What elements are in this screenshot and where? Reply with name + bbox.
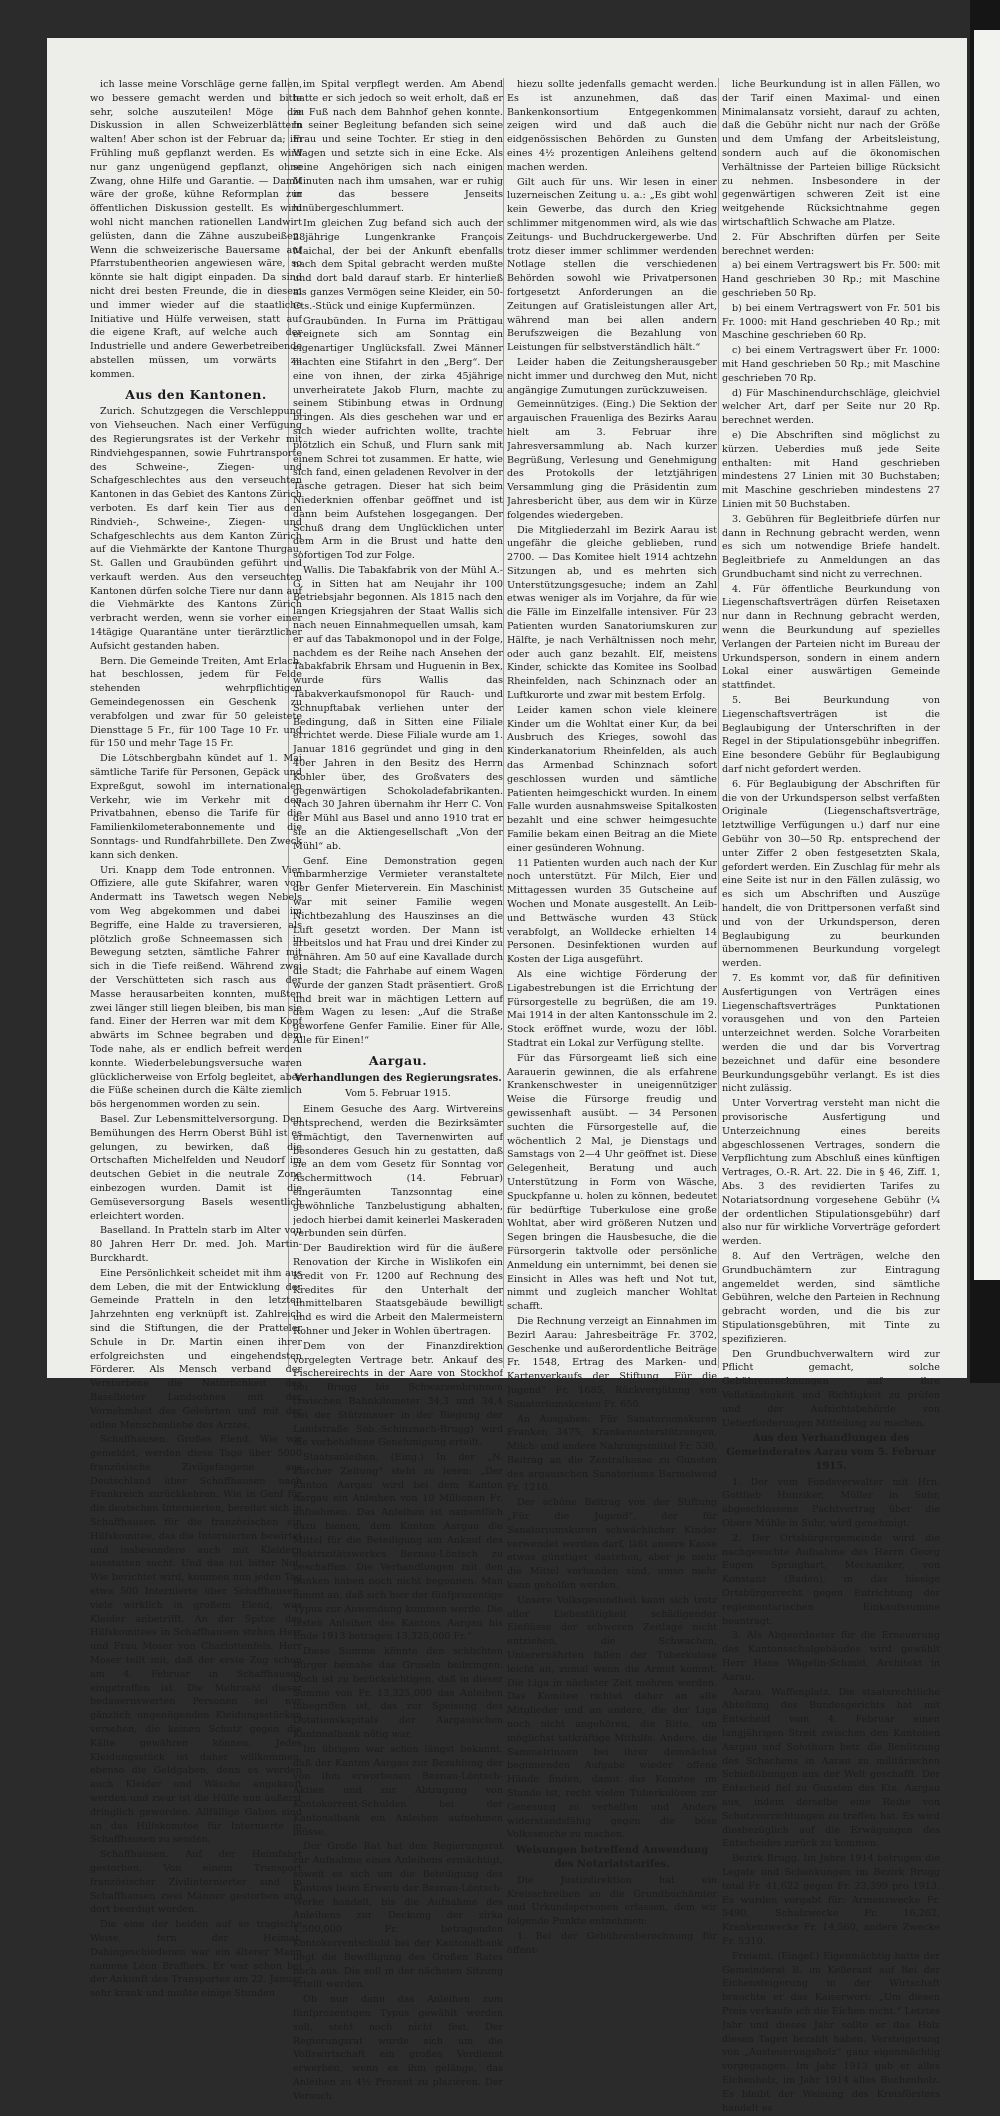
section-heading: Aus den Kantonen. (125, 386, 267, 402)
section-heading: Aargau. (368, 1052, 428, 1068)
article-schaffhausen: Schaffhausen. Großes Elend. Wie wir gemeldet, werden diese Tage über 5000 französische Zivilgefangene aus Deutschland über Schaffhausen nach Frankreich zurückkehren. Wie in Genf für die deutschen Internierten, bereitet sich in Schaffhausen für die französischen ein Hilfskomitee, das die Internierten bewirtet und insbesondere auch mit Kleidern ausstatten sucht. Und das tut bitter Not. Wie berichtet wird, kommen nun jeden Tag etwa 500 Internierte über Schaffhausen, viele wirklich in großem Elend, was Kleider anbetrifft. An der Spitze des Hilfskomitees in Schaffhausen stehen Herr und Frau Moser von Charlottenfels. Herr Moser teilt mit, daß der erste Zug schon am 4. Februar in Schaffhausen eingetroffen ist. Die Mehrzahl dieser bedauernswerten Personen sei nur gänzlich ungenügenden Kleidungsstücken versehen, die keinen Schutz gegen die Kälte gewähren können. Jedes Kleidungsstück ist daher willkommen, ebenso die Geldgaben, denn es werden auch Kleider und Wäsche angekauft werden und zwar ist die Hülfe nun äußerst dringlich geworden. Allfällige Gaben sind an das Hilfskomitee für Internierte in Schaffhausen zu senden. (90, 1434, 302, 1846)
column-2 (293, 78, 503, 2105)
article-paragraph: Der Große Rat hat den Regierungsrat zur Aufnahme eines Anleihens ermächtigt, soweit es sich um die Beteiligung des Kantons beim Erwerb der Beznau-Löntsch-Werke handelt, bis die Aufnahme des Anleihens zur Deckung der zirka 1,500,000 Fr. betragenden Kontokorrentschuld bei der Kantonalbank liegt die Bewilligung des Großen Rates noch aus. Die soll in der nächsten Sitzung erteilt werden. (293, 1841, 503, 1991)
article-aarau: Aarau. Waffenplatz. Die staatsrechtliche Abteilung des Bundesgerichts hat mit Entscheid vom 4. Februar einen langjährigen Streit zwischen den Kantonen Aargau und Solothurn betr. die Benützung des Schachens in Aarau zu militärischen Schießübungen aus der Welt geschafft. Der Entscheid fiel zu Gunsten des Kts. Aargau aus, indem derselbe eine Reihe von Schutzvorrichtungen zu treffen hat. Es wird diesbezüglich auf die Erwägungen des Entscheides zurück zu kommen. (722, 1686, 940, 1850)
article-paragraph: Dem von der Finanzdirektion vorgelegten Vertrage betr. Ankauf des Fischereirechts in der Aare von Stockhof bei Brugg bis Schwarzenbrunnen (zwischen Bahnkilometer 34,3 und 34,4 bei der Stützmauer in der Biegung der Landstraße Sob.-Schinznach-Brugg) wird die vorbehaltene Genehmigung erteilt. (293, 1340, 503, 1449)
article-paragraph: 5. Bei Beurkundung von Liegenschaftsverträgen ist die Beglaubigung der Unterschriften in der Regel in der Stipulationsgebühr inbegriffen. Eine besondere Gebühr für Beglaubigung darf nicht gefordert werden. (722, 695, 940, 776)
column-4 (722, 78, 940, 2116)
article-paragraph: im Spital verpflegt werden. Am Abend hatte er sich jedoch so weit erholt, daß er zu Fuß nach dem Bahnhof gehen konnte. In seiner Begleitung befanden sich seine Frau und seine Tochter. Er stieg in den Wagen und setzte sich in eine Ecke. Als seine Angehörigen sich nach einigen Minuten nach ihm umsahen, war er ruhig in das bessere Jenseits hinübergeschlummert. (293, 79, 503, 215)
article-obituary: Eine Persönlichkeit scheidet mit ihm aus dem Leben, die mit der Entwicklung der Gemeinde Pratteln in den letzten Jahrzehnten eng verknüpft ist. Zahlreich sind die Stiftungen, die der Pratteler Schule in Dr. Martin einen ihrer erfolgreichsten und eingehendsten Förderer. Als Mensch verband der Verstorbene die Natürlichkeit des Baselbieter Landsohnes mit der Vornehmheit des Gelehrten und mit der edlen Menschenliebe des Arztes. (90, 1267, 302, 1431)
article-paragraph: Der Baudirektion wird für die äußere Renovation der Kirche in Wislikofen ein Kredit von Fr. 1200 auf Rechnung des Kredites für den Unterhalt der unmittelbaren Staatsgebäude bewilligt und es wird die Arbeit den Malermeistern Rohner und Jeker in Wohlen übertragen. (293, 1243, 503, 1337)
sub-heading: Verhandlungen des Regierungsrates. (294, 1072, 502, 1084)
column-rule (718, 78, 719, 1368)
article-paragraph: 11 Patienten wurden auch nach der Kur noch unterstützt. Für Milch, Eier und Mittagessen wurden 35 Gutscheine auf Wochen und Monate ausgestellt. An Leib- und Bettwäsche wurden 43 Stück verabfolgt, an Wolldecke erhielten 14 Personen. Desinfektionen wurden auf Kosten der Liga ausgeführt. (507, 857, 717, 966)
article-paragraph: Im übrigen war schon längst bekannt, daß der Kanton Aargau zur Bezahlung der von ihm erworbenen Beznau-Löntsch-Aktien und zur Abtragung von Kontokorrent-Schulden bei der Kantonalbank ein Anleihen aufnehmen müsse. (293, 1743, 503, 1838)
article-paragraph: Leider haben die Zeitungsherausgeber nicht immer und durchweg den Mut, nicht angängige Zumutungen zurückzuweisen. (507, 356, 717, 396)
list-item: b) bei einem Vertragswert von Fr. 501 bis Fr. 1000: mit Hand geschrieben 40 Rp.; mit Maschine geschrieben 60 Rp. (722, 302, 940, 342)
article-paragraph: hiezu sollte jedenfalls gemacht werden. Es ist anzunehmen, daß das Bankenkonsortium Entgegenkommen zeigen wird und daß auch die eidgenössischen Behörden zu Gunsten eines 4½ prozentigen Anleihens geltend machen werden. (507, 79, 717, 173)
article-loetschberg: Die Lötschbergbahn kündet auf 1. Mai sämtliche Tarife für Personen, Gepäck und Expreßgut, sowohl im internationalen Verkehr, wie im Verkehr mit den Privatbahnen, ebenso die Tarife für die Familienkilometerabonnemente und die Sonntags- und Rundfahrbillete. Den Zweck kann sich denken. (90, 753, 302, 861)
column-rule (503, 78, 504, 1368)
article-gemeinnuetziges: Gemeinnütziges. (Eing.) Die Sektion der argauischen Frauenliga des Bezirks Aarau hielt am 3. Februar ihre Jahresversammlung ab. Nach kurzer Begrüßung, Verlesung und Genehmigung des Protokolls der letztjährigen Versammlung ging die Präsidentin zum Jahresbericht über, aus dem wir in Kürze folgendes wiedergeben. (507, 399, 717, 521)
article-paragraph: liche Beurkundung ist in allen Fällen, wo der Tarif einen Maximal- und einen Minimalansatz vorsieht, darauf zu achten, daß die Gebühr nicht nur nach der Größe und dem Umfang der Arbeitsleistung, sondern auch auf die ökonomischen Verhältnisse der Parteien billige Rücksicht zu nehmen. Insbesondere in der gegenwärtigen schweren Zeit ist eine weitgehende Rücksichtnahme gegen wirtschaftlich Schwache am Platze. (722, 79, 940, 228)
article-paragraph: Unter Vorvertrag versteht man nicht die provisorische Ausfertigung und Unterzeichnung eines bereits abgeschlossenen Vertrages, sondern die Verpflichtung zum Abschluß eines künftigen Vertrages, O.-R. Art. 22. Die in § 46, Ziff. 1, Abs. 3 des revidierten Tarifes zu Notariatsordnung vorgesehene Gebühr (¼ der ordentlichen Stipulationsgebühr) darf also nur für wirkliche Vorverträge gefordert werden. (722, 1098, 940, 1248)
article-paragraph: 2. Der Ortsbürgergemeinde wird die nachgesuchte Aufnahme des Herrn Georg Eugen Springhart, Mechaniker, von Konstanz (Baden), in das hiesige Ortsbürgerrecht gegen Entrichtung der reglementarischen Einkaufssumme beantragt. (722, 1532, 940, 1627)
article-paragraph: Der schöne Beitrag von der Stiftung „Für die Jugend“, der für Sanatoriumskuren schwächlicher Kinder verwendet werden darf, läßt unsere Kasse etwas günstiger dastehen, aber je mehr die Mittel vorhanden sind, umso mehr kann geholfen werden. (507, 1497, 717, 1592)
list-item: d) Für Maschinendurchschläge, gleichviel welcher Art, darf per Seite nur 20 Rp. berechnet werden. (722, 387, 940, 427)
article-paragraph: Die eine der beiden auf so tragische Weise, fern der Heimat, Dahingeschiedenen war ein älterer Mann namens Léon Braffiers. Er war schon bei der Ankunft des Transportes am 22. Januar sehr krank und mußte einige Stunden (90, 1919, 302, 2000)
article-uri: Uri. Knapp dem Tode entronnen. Vier Offiziere, alle gute Skifahrer, waren von Andermatt ins Tawetsch wegen Nebels vom Weg abgekommen und dabei im Begriffe, eine Halde zu traversieren, als plötzlich große Schneemassen sich in Bewegung setzten, sämtliche Fahrer mit sich in die Tiefe reißend. Während zwei der Verschütteten sich rasch aus der Masse herausarbeiten konnten, mußten zwei länger still liegen bleiben, bis man sie fand. Einer der Herren war mit dem Kopf abwärts im Schnee begraben und dem Tode nahe, als er endlich befreit werden konnte. Wiederbelebungsversuche waren glücklicherweise von Erfolg begleitet, aber die Füße scheinen durch die Kälte ziemlich bös hergenommen worden zu sein. (90, 864, 302, 1111)
article-paragraph: An Ausgaben: Für Sanatoriumskuren Franken 3475, Krankenunterstützungen, Milch- und andere Nahrungsmittel Fr. 530, Beitrag an die Zentralkasse zu Gunsten des argauischen Sanatoriums Barmelweid Fr. 1210. (507, 1413, 717, 1494)
article-paragraph: 4. Für öffentliche Beurkundung von Liegenschaftsverträgen dürfen Reisetaxen nur dann in Rechnung gebracht werden, wenn die Beurkundung auf spezielles Verlangen der Parteien nicht im Bureau der Urkundsperson, sondern in einem andern Lokal einer auswärtigen Gemeinde stattfindet. (722, 583, 940, 692)
column-3 (507, 78, 717, 1959)
article-paragraph: Als eine wichtige Förderung der Ligabestrebungen ist die Errichtung der Fürsorgestelle zu begrüßen, die am 19. Mai 1914 in der alten Kantonsschule im 2. Stock eröffnet wurde, wozu der löbl. Stadtrat ein Lokal zur Verfügung stellte. (507, 969, 717, 1049)
article-graubuenden: Graubünden. In Furna im Prättigau ereignete sich am Sonntag ein eigenartiger Unglücksfall. Zwei Männer machten eine Stifahrt in den „Berg“. Der eine von ihnen, der zirka 45jährige unverheiratete Jakob Flurn, machte zu seinem Stibinbung etwas in Ordnung bringen. Als dies geschehen war und er sich wieder aufrichten wollte, trachte plötzlich ein Schuß, und Flurn sank mit einem Schrei tot zusammen. Er hatte, wie sich fand, einen geladenen Revolver in der Tasche getragen. Dieser hat sich beim Niederknien offenbar geöffnet und ist dann beim Aufstehen losgegangen. Der Schuß drang dem Unglücklichen unter dem Arm in die Brust und hatte den sofortigen Tod zur Folge. (293, 315, 503, 562)
article-paragraph: 3. Gebühren für Begleitbriefe dürfen nur dann in Rechnung gebracht werden, wenn es sich um notwendige Briefe handelt. Begleitbriefe zu Anmeldungen an das Grundbuchamt sind nicht zu verrechnen. (722, 513, 940, 580)
list-item: a) bei einem Vertragswert bis Fr. 500: mit Hand geschrieben 30 Rp.; mit Maschine geschrieben 50 Rp. (722, 260, 940, 299)
next-page-edge (974, 30, 1000, 1280)
newspaper-page (47, 38, 967, 2114)
article-paragraph: 7. Es kommt vor, daß für definitiven Ausfertigungen von Verträgen eines Liegenschaftsverträges Punktationen vorausgehen und von den Parteien unterzeichnet werden. Solche Vorarbeiten werden die und dar bis Vorvertrag bezeichnet und dafür eine besondere Beurkundungsgebühr verlangt. Es ist dies nicht zulässig. (722, 973, 940, 1095)
column-1 (90, 78, 302, 2002)
article-paragraph: Im gleichen Zug befand sich auch der 28jährige Lungenkranke François Maichal, der bei der Ankunft ebenfalls nach dem Spital gebracht werden mußte und dort bald darauf starb. Er hinterließ als ganzes Vermögen seine Kleider, ein 50-Cts.-Stück und einige Kupfermünzen. (293, 217, 503, 312)
article-paragraph: Gilt auch für uns. Wir lesen in einer luzerneischen Zeitung u. a.: „Es gibt wohl kein Gewerbe, das durch den Krieg schlimmer mitgenommen wird, als wie das Zeitungs- und Buchdruckergewerbe. Und trotz dieser immer schlimmer werdenden Notlage stellen die verschiedenen Behörden sowohl wie Privatpersonen fortgesetzt Anforderungen an die Zeitungen auf Gratisleistungen aller Art, während man bei allen andern Berufszweigen die Bezahlung von Leistungen für selbstverständlich hält.“ (507, 176, 717, 354)
article-bern: Bern. Die Gemeinde Treiten, Amt Erlach, hat beschlossen, jedem für Felde stehenden wehrpflichtigen Gemeindegenossen ein Geschenk zu verabfolgen und zwar für 50 geleistete Diensttage 5 Fr., für 100 Tage 10 Fr. und für 150 und mehr Tage 15 Fr. (90, 655, 302, 750)
article-basel: Basel. Zur Lebensmittelversorgung. Den Bemühungen des Herrn Oberst Bühl ist es gelungen, zu bewirken, daß die Ortschaften Michelfelden und Neudorf im deutschen Gebiet in die neutrale Zone einbezogen wurden. Damit ist die Gemüseversorgung Basels wesentlich erleichtert worden. (90, 1113, 302, 1222)
article-paragraph: Leider kamen schon viele kleinere Kinder um die Wohltat einer Kur, da bei Ausbruch des Krieges, sowohl das Kinderkanatorium Rheinfelden, als auch das Armenbad Schinznach sofort geschlossen wurden und sämtliche Patienten heimgeschickt wurden. In einem Falle wurden ausnahmsweise Spitalkosten bezahlt und eine schwer heimgesuchte Familie bekam einen Beitrag an die Miete einer gesünderen Wohnung. (507, 704, 717, 854)
article-paragraph: Ob nun dann das Anleihen zum fünfprozentigen Typus gewählt werden soll, steht noch nicht fest. Der Regierungsrat wurde sich um die Vollswirtschaft ein großes Verdienst erwerben, wenn es ihm gelänge, das Anleihen zu 4½ Prozent zu plazieren. Der Versuch (293, 1994, 503, 2102)
article-paragraph: Die Justizdirektion hat ein Kreisschreiben an die Grundbuchämter und Urkundspersonen erlassen, dem wir folgende Punkte entnehmen: (507, 1874, 717, 1928)
article-paragraph: 6. Für Beglaubigung der Abschriften für die von der Urkundsperson selbst verfaßten Originale (Liegenschaftsverträge, letztwillige Verfügungen u.) darf nur eine Gebühr von 30—50 Rp. entsprechend der unter Ziffer 2 oben festgesetzten Skala, gefordert werden. Ein Zuschlag für mehr als eine Seite ist nur in den Fällen zulässig, wo es sich um Abschriften und Auszüge handelt, die von Drittpersonen verfaßt sind und von der Urkundsperson, deren Beglaubigung zu beurkunden übernommenen Beurkundung vorgelegt werden. (722, 778, 940, 970)
intro-paragraph: ich lasse meine Vorschläge gerne fallen, wo bessere gemacht werden und bitte sehr, solche auszuteilen! Möge die Diskussion in allen Schweizerblättern walten! Aber schon ist der Februar da; im Frühling muß gepflanzt werden. Es wird nur ganz ungenügend gepflanzt, ohne Zwang, ohne Hilfe und Garantie. — Damit wäre der große, kühne Reformplan zur öffentlichen Diskussion gestellt. Es wird wohl nicht manchen rationellen Landwirt gelüsten, dann die Zähne auszubeißen. Wenn die schweizerische Bauersame auf Pfarrstubentheorien angewiesen wäre, so könnte sie halt digipt einpaden. Da sind nicht drei besten Freunde, die in diesem und immer wieder auf die staatliche Initiative und Hülfe verweisen, statt auf die eigene Kraft, auf welche auch der Industrielle und andere Gewerbetreibende abstellen müssen, um vorwärts zu kommen. (90, 79, 302, 380)
date-line: Vom 5. Februar 1915. (345, 1088, 451, 1100)
article-baselland: Baselland. In Pratteln starb im Alter von 80 Jahren Herr Dr. med. Joh. Martin-Burckhardt. (90, 1225, 302, 1264)
article-brugg: Bezirk Brugg. Im Jahre 1914 betrugen die Legate und Schenkungen im Bezirk Brugg total Fr. 41,622 gegen Fr. 23,399 pro 1913. Es wurden vergabt für: Armenzwecke Fr. 5490, Schulzwecke Fr. 16,262, Krankenzwecke Fr. 14,560, andere Zwecke Fr. 5310. (722, 1853, 940, 1947)
article-staatsanleihen: Staatsanleihen. (Eing.) In der „N. Zürcher Zeitung“ steht zu lesen: „Der Kanton Aargau wird bei dem Kanton Aargau ein Anleihen von 10 Millionen Fr. aufnehmen. Das Anleihen ist namentlich dazu bienen, dem Kanton Aargau die Mittel für die Beteiligung am Ankauf des elektrizitätswerkes Beznau-Löntsch zu beschaffen. Die Verhandlungen mit den Banken haben noch nicht begonnen. Man nimmt an, daß sich hier der fünfprozentige Typus zur Anwendung kommen werde. Die festen Anleihen des Kantons Aargau bis Ende 1913 betragen 13,325,000 Fr.“ (293, 1452, 503, 1643)
sub-heading: Aus den Verhandlungen des Gemeinderates Aarau vom 5. Februar 1915. (726, 1433, 936, 1472)
article-paragraph: Für das Fürsorgeamt ließ sich eine Aarauerin gewinnen, die als erfahrene Krankenschwester in uneigennütziger Weise die Fürsorge freudig und gewissenhaft ausübt. — 34 Personen suchten die Fürsorgestelle auf, die wöchentlich 2 Mal, je Dienstags und Samstags von 2—4 Uhr geöffnet ist. Diese Gelegenheit, Beratung und auch Unterstützung in Form von Wäsche, Spuckpfanne u. holen zu können, bedeutet für bedürftige Tuberkulose eine große Wohltat, aber wird größeren Nutzen und Segen bringen die Hausbesuche, die die Fürsorgerin taktvolle oder persönliche Anmeldung ein unternimmt, bei denen sie Einsicht in Alles was heft und Not tut, nimmt und zugleich mancher Wohltat schafft. (507, 1052, 717, 1313)
article-genf: Genf. Eine Demonstration gegen unbarmherzige Vermieter veranstaltete der Genfer Mieterverein. Ein Maschinist war mit seiner Familie wegen Nichtbezahlung des Hauszinses an die Luft gesetzt worden. Der Mann ist arbeitslos und hat Frau und drei Kinder zu ernähren. Am 50 auf eine Kavallade durch die Stadt; die Fahrhabe auf einem Wagen wurde der ganzen Stadt präsentiert. Groß und breit war in mächtigen Lettern auf dem Wagen zu lesen: „Auf die Straße geworfene Genfer Familie. Einer für Alle, Alle für Einen!“ (293, 855, 503, 1046)
article-paragraph: 2. Für Abschriften dürfen per Seite berechnet werden: (722, 231, 940, 257)
article-paragraph: Diese Summe könnte den schlichten Bürger beinahe das Gruseln beibringen. Doch ist zu berücksichtigen, daß in dieser Summe von Fr. 13,325,000 das Anleihen inbegriffen ist, das zur Speisung des Dotationskapitals der Aargauischen Kantonalbank nötig war. (293, 1646, 503, 1741)
article-wallis: Wallis. Die Tabakfabrik von der Mühl A.-G. in Sitten hat am Neujahr ihr 100 Betriebsjahr begonnen. Als 1815 nach den langen Kriegsjahren der Staat Wallis sich nach neuen Einnahmequellen umsah, kam er auf das Tabakmonopol und in der Folge, nachdem es der Reihe nach Ansehen der Tabakfabrik Ehrsam und Huguenin in Bex, wurde fürs Wallis das Tabakverkaufsmonopol für Rauch- und Schnupftabak verliehen unter der Bedingung, daß in Sitten eine Filiale errichtet werde. Diese Filiale wurde am 1. Januar 1816 gegründet und ging in den 40er Jahren in den Besitz des Herrn Kohler über, des Großvaters des gegenwärtigen Schokoladefabrikanten. Nach 30 Jahren übernahm ihr Herr C. Von der Mühl aus Basel und anno 1910 trat er sie an die Aktiengesellschaft „Von der Mühl“ ab. (293, 564, 503, 852)
article-freiamt: Freiamt. (Eingef.) Eigenmächtig hatte der Gemeinderat B. im Kellerant auf Bei der Eichensteigerung in der Wirtschaft brauchte er das Kaiserwort: „Um diesen Preis verkaufe ich die Eichen nicht.“ Letztes Jahr und dieses Jahr sollte er das Holz diesen Tagen bezahlt haben. Versteigerung von „Austeuerungsholz“ ganz eigenmächtig vorgegangen. Im Jahr 1913 gab er alles Eichenholz, im Jahr 1914 alles Buchenholz. Es bleibt der Weisung des Kreisförsters handelt es (722, 1950, 940, 2114)
article-paragraph: Den Grundbuchverwaltern wird zur Pflicht gemacht, solche Gebührenrechnungen auf ihre Vollständigkeit und Richtigkeit zu prüfen und der Aufsichtsbehörde von Ueberforderungen Mitteilung zu machen. (722, 1348, 940, 1429)
article-paragraph: Einem Gesuche des Aarg. Wirtvereins entsprechend, werden die Bezirksämter ermächtigt, den Tavernenwirten auf besonderes Gesuch hin zu gestatten, daß sie an dem vom Gesetz für Sonntag vor Aschermittwoch (14. Februar) eingeräumten Tanzsonntag eine gewöhnliche Tanzbelustigung abhalten, jedoch hierbei damit keinerlei Maskeraden verbunden sein dürfen. (293, 1104, 503, 1240)
article-paragraph: 1. Der vom Fondsverwalter mit Hrn. Gottlieb Hunziker, Müller in Suhr, abgeschlossene Pachtvertrag über die Obere Mühle in Suhr, wird genehmigt. (722, 1476, 940, 1530)
sub-heading: Weisungen betreffend Anwendung des Notariatstarifes. (515, 1845, 709, 1870)
article-zurich: Zurich. Schutzgegen die Verschleppung von Viehseuchen. Nach einer Verfügung des Regierungsrates ist der Verkehr mit Rindviehgespannen, sowie Fuhrtransporte des Schweine-, Ziegen- und Schafgeschlechtes aus den verseuchten Kantonen in das Gebiet des Kantons Zürich verboten. Es darf kein Tier aus den Rindvieh-, Schweine-, Ziegen- und Schafgeschlechts aus dem Kanton Zürich auf die Viehmärkte der Kantone Thurgau, St. Gallen und Graubünden geführt und verkauft werden. Aus den verseuchten Kantonen dürfen solche Tiere nur dann auf die Viehmärkte des Kantons Zürich verbracht werden, wenn sie vorher einer 14tägige Quarantäne unter tierärztlicher Aufsicht gestanden haben. (90, 406, 302, 652)
article-schaffhausen-2: Schaffhausen. Auf der Heimfahrt gestorben. Von einem Transport französischer Zivilinternierter sind in Schaffhausen zwei Männer gestorben und dort beerdigt worden. (90, 1849, 302, 1916)
article-paragraph: Die Rechnung verzeigt an Einnahmen im Bezirl Aarau: Jahresbeiträge Fr. 3702, Geschenke und außerordentliche Beiträge Fr. 1548, Ertrag des Marken- und Kartenverkaufs der Stiftung „Für die Jugend“ Fr. 1685, Rückvergütung von Sanatoriumskosten Fr. 650. (507, 1315, 717, 1410)
list-item: e) Die Abschriften sind möglichst zu kürzen. Ueberdies muß jede Seite enthalten: mit Hand geschrieben mindestens 27 Linien mit 30 Buchstaben; mit Maschine geschrieben mindestens 27 Linien mit 50 Buchstaben. (722, 429, 940, 510)
article-paragraph: Unsere Volksgesundheit kann sich trotz aller Liebestätigkeit schädigender Einflüsse der schweren Zeitlage nicht entziehen, die Schwachen, Unterernährten fallen der Tuberkulose leicht an, zumal wenn die Armut kommt. Die Liga in nächster Zeit mehren werden. Das Komitee richtet daher an alle Mitglieder und an andere, die der Liga noch nicht angehören, die Bitte, um möglichst tatkräftige Mithilfe. Andere, die Sammelrinnen bei ihrer demnächst beginnenden Aufgabe wieder offene Hände finden, damit das Komitee im Stande ist, recht vielen Tuberkulösen zur Genesung zu verhelfen und Andere widerstandsfähig gegen die böse Volksseuche zu machen. (507, 1594, 717, 1841)
article-paragraph: 3. Als Abgeordneter für die Erneuerung des Kantonsschulgebäudes wird gewählt Herr Hans Wägelin-Schmid, Architekt in Aarau. (722, 1630, 940, 1683)
article-paragraph: 1. Bei der Gebührenberechnung für öffent- (507, 1930, 717, 1956)
article-paragraph: Die Mitgliederzahl im Bezirk Aarau ist ungefähr die gleiche geblieben, rund 2700. — Das Komitee hielt 1914 achtzehn Sitzungen ab, und es mehrten sich Unterstützungsgesuche; indem an Zahl etwas weniger als im Vorjahre, da für wie die Fälle im Einzelfalle intensiver. Für 23 Patienten wurden Sanatoriumskuren zur Hälfte, je nach Verhältnissen noch mehr, oder auch ganz bezahlt. Elf, meistens Kinder, schickte das Komitee ins Soolbad Rheinfelden, nach Schinznach oder an Luftkurorte und zwar mit bestem Erfolg. (507, 524, 717, 702)
list-item: c) bei einem Vertragswert über Fr. 1000: mit Hand geschrieben 50 Rp.; mit Maschine geschrieben 70 Rp. (722, 345, 940, 384)
article-paragraph: 8. Auf den Verträgen, welche den Grundbuchämtern zur Eintragung angemeldet werden, sind sämtliche Gebühren, welche den Parteien in Rechnung gebracht worden, und die bis zur Stipulationsgebühren, mit Tinte zu spezifizieren. (722, 1250, 940, 1345)
